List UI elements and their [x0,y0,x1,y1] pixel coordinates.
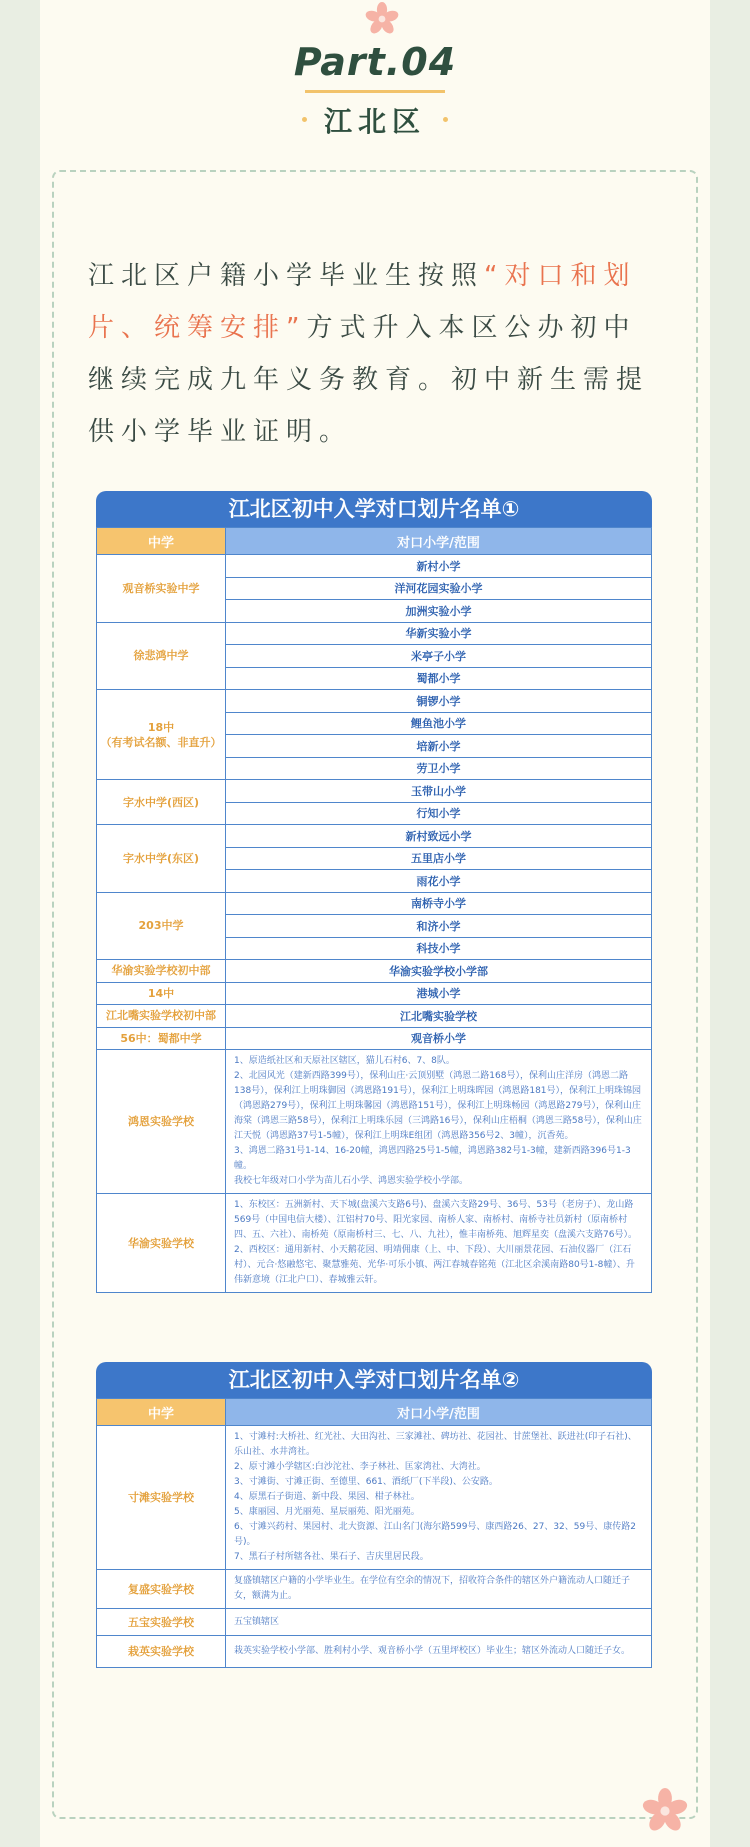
primary-cell: 科技小学 [226,937,652,960]
primary-cell: 劳卫小学 [226,757,652,780]
primary-cell: 铜锣小学 [226,690,652,713]
range-cell [226,1609,652,1636]
col-header-primary: 对口小学/范围 [226,1399,652,1426]
range-line: 5、康丽园、月光丽苑、星辰丽苑、阳光丽苑。 [234,1507,420,1517]
range-line: 2、北园风光（建新西路399号），保利山庄·云顶别墅（鸿恩二路168号），保利山庄洋房（鸿恩二路138号），保利江上明珠御园（鸿恩路191号），保利江上明珠晖园（鸿恩路181号），保利江上明珠锦园（鸿恩路279号），保利江上明珠馨园（鸿恩路151号），保利江上明珠畅园（鸿恩路279号），保利山庄海棠（鸿恩三路58号），保利江上明珠乐园（三鸿路16号），保利山庄梧桐（鸿恩三路58号），保利山庄江天悦（鸿恩路37号1-5幢），保利江上明珠E组团（鸿恩路356号2、3幢），沉香苑。 [234,1071,642,1141]
primary-cell: 华新实验小学 [226,622,652,645]
school-cell: 寸滩实验学校 [97,1426,226,1570]
primary-cell: 新村小学 [226,555,652,578]
title-underline [305,90,445,93]
school-cell: 五宝实验学校 [97,1609,226,1636]
page-card [40,0,710,1847]
range-line: 7、黑石子村所辖各社、果石子、吉庆里居民段。 [234,1552,429,1562]
school-name: 18中 [147,720,175,734]
primary-cell: 和济小学 [226,915,652,938]
range-line: 4、原黑石子街道、新中段、果园、柑子林社。 [234,1492,420,1502]
intro-text-2: 方式升入本区公办初中继续完成九年义务教育。初中新生需提供小学毕业证明。 [88,313,650,447]
range-line: 1、东校区：五洲新村、天下城(盘溪六支路6号)、盘溪六支路29号、36号、53号（老房子）、龙山路569号（中国电信大楼）、江铝村70号、阳光家园、南桥人家、南桥村、南桥寺社员新村（原南桥村四、五、六社）、南桥苑（原南桥村三、七、八、九社），惟丰南桥苑、旭辉星奕（盘溪六支路76号）。 [234,1200,637,1240]
intro-text-1: 江北区户籍小学毕业生按照 [88,261,485,291]
range-line: 6、寸滩兴药村、果园村、北大资源、江山名门(海尔路599号、康西路26、27、32、59号、康传路2号)。 [234,1522,636,1547]
school-cell: 203中学 [97,892,226,960]
col-header-school: 中学 [97,1399,226,1426]
intro-highlight: “对口和划片、统筹安排” [88,261,637,343]
range-line: 3、鸿恩二路31号1-14、16-20幢，鸿恩四路25号1-5幢，鸿恩路382号1-3幢，建新西路396号1-3幢。 [234,1146,631,1171]
table-2 [96,1362,652,1668]
table-1 [96,491,652,1293]
col-header-school: 中学 [97,528,226,555]
col-header-primary: 对口小学/范围 [226,528,652,555]
primary-cell: 蜀都小学 [226,667,652,690]
school-cell: 字水中学(西区) [97,780,226,825]
primary-cell: 行知小学 [226,802,652,825]
primary-cell: 港城小学 [226,982,652,1005]
primary-cell: 江北嘴实验学校 [226,1005,652,1028]
range-line: 1、寸滩村:大桥社、红光社、大田沟社、三家滩社、碑坊社、花园社、甘蔗堡社、跃进社(印子石社)、乐山社、水井湾社。 [234,1432,637,1457]
intro-paragraph [88,250,668,458]
primary-cell: 洋河花园实验小学 [226,577,652,600]
range-cell [226,1194,652,1293]
primary-cell: 南桥寺小学 [226,892,652,915]
school-cell: 56中：蜀都中学 [97,1027,226,1050]
school-cell: 栽英实验学校 [97,1636,226,1668]
primary-cell: 培新小学 [226,735,652,758]
school-cell [97,690,226,780]
school-cell: 字水中学(东区) [97,825,226,893]
school-cell: 华渝实验学校初中部 [97,960,226,983]
range-line: 五宝镇辖区 [234,1616,280,1627]
range-line: 2、原寸滩小学辖区:白沙沱社、李子林社、匡家湾社、大湾社。 [234,1462,486,1472]
school-cell: 复盛实验学校 [97,1570,226,1609]
table-1-title: 江北区初中入学对口划片名单① [96,491,652,527]
primary-cell: 加洲实验小学 [226,600,652,623]
table-1-grid [96,527,652,1293]
school-cell: 14中 [97,982,226,1005]
primary-cell: 雨花小学 [226,870,652,893]
primary-cell: 玉带山小学 [226,780,652,803]
flower-decoration-icon [365,2,399,36]
flower-decoration-icon [642,1788,688,1834]
range-line: 我校七年级对口小学为苗儿石小学、鸿恩实验学校小学部。 [234,1176,469,1186]
range-cell [226,1570,652,1609]
school-cell: 徐悲鸿中学 [97,622,226,690]
range-line: 栽英实验学校小学部、胜利村小学、观音桥小学（五里坪校区）毕业生；辖区外流动人口随迁子女。 [234,1646,631,1656]
primary-cell: 新村致远小学 [226,825,652,848]
school-cell: 鸿恩实验学校 [97,1050,226,1194]
range-line: 复盛镇辖区户籍的小学毕业生。在学位有空余的情况下，招收符合条件的辖区外户籍流动人口随迁子女，额满为止。 [234,1576,631,1601]
range-cell [226,1050,652,1194]
district-title: 江北区 [323,105,426,138]
table-2-title: 江北区初中入学对口划片名单② [96,1362,652,1398]
table-2-grid [96,1398,652,1668]
range-cell [226,1426,652,1570]
part-title: Part.04 [293,40,457,84]
primary-cell: 五里店小学 [226,847,652,870]
range-line: 2、西校区：通用新村、小天鹅花园、明靖佣康（上、中、下段）、大川丽景花园、石油仪器厂（江石村）、元合·悠融悠宅、聚慧雅苑、光华·可乐小镇、两江春城春铭苑（江北区余溪南路80号1-8幢）、升伟新意境（江北户口）、春城雅云轩。 [234,1245,635,1285]
school-cell: 江北嘴实验学校初中部 [97,1005,226,1028]
range-line: 3、寸滩街、寸滩正街、至德里、661、酒纸厂(下半段)、公安路。 [234,1477,498,1487]
school-cell: 观音桥实验中学 [97,555,226,623]
range-line: 1、原造纸社区和天原社区辖区，猫儿石村6、7、8队。 [234,1056,455,1066]
school-note: （有考试名额、非直升） [100,735,222,749]
dot-right [443,117,448,122]
school-cell: 华渝实验学校 [97,1194,226,1293]
primary-cell: 华渝实验学校小学部 [226,960,652,983]
range-cell [226,1636,652,1668]
primary-cell: 鲤鱼池小学 [226,712,652,735]
primary-cell: 观音桥小学 [226,1027,652,1050]
primary-cell: 米亭子小学 [226,645,652,668]
